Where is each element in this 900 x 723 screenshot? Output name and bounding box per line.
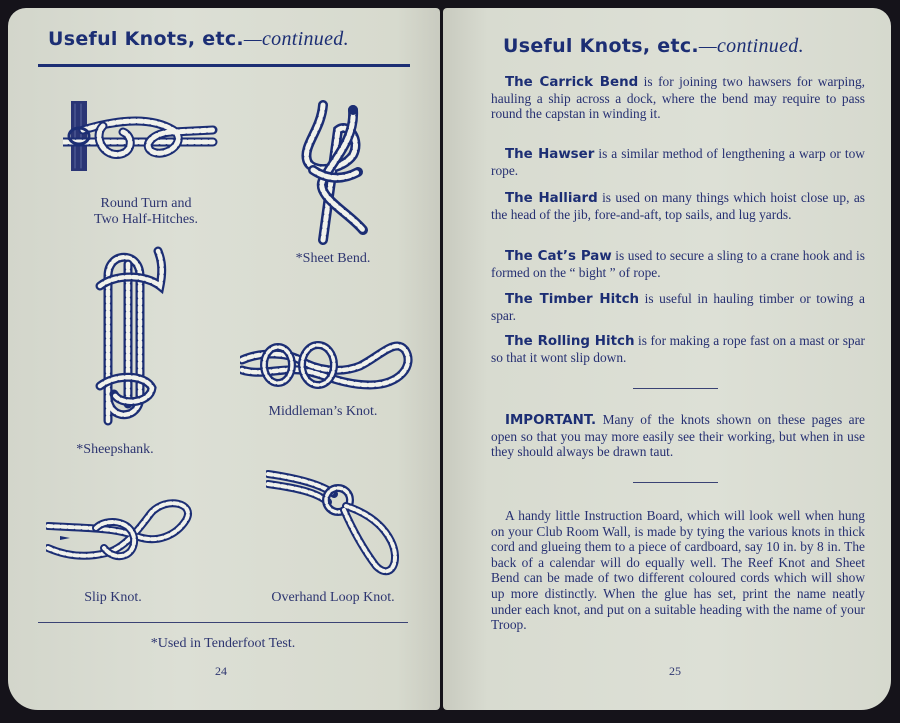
sheepshank-illustration: [90, 246, 170, 426]
heading-continued: —continued.: [698, 35, 804, 57]
caption-overhand-loop: Overhand Loop Knot.: [271, 590, 395, 605]
heading-text: Useful Knots, etc.: [48, 28, 244, 50]
caption-sheepshank: *Sheepshank.: [76, 442, 154, 457]
footnote: *Used in Tenderfoot Test.: [150, 636, 296, 651]
entry-carrick-bend: [491, 74, 865, 122]
middlemans-knot-illustration: [240, 330, 415, 395]
page-number-right: 25: [669, 664, 681, 678]
overhand-loop-illustration: [266, 466, 406, 586]
entry-text: is for joining two hawsers for warping, hauling a ship across a dock, where the bend may require to pass round the capstan in winding it.: [491, 74, 866, 122]
slip-knot-illustration: [46, 498, 201, 578]
entry-term: The Cat’s Paw: [505, 249, 612, 264]
page-heading-left: [48, 28, 349, 51]
page-heading-right: [503, 35, 804, 58]
divider: [633, 482, 718, 483]
instruction-board-paragraph: A handy little Instruction Board, which will look well when hung on your Club Room Wall, is made by tying the various knots in thick cord and glueing them to a piece of cardboard, say 10 in. by 8 in. The back of a calendar will do equally well. The Reef Knot and Sheet Bend can be made of two different coloured cords which will show up more distinctly. When the glue has set, print the name neatly under each knot, and put on a suitable heading with the name of your Troop.: [491, 508, 865, 633]
entry-text: is useful in hauling timber or towing a spar.: [491, 291, 865, 323]
important-note: [491, 412, 865, 460]
caption-slip-knot: Slip Knot.: [84, 590, 142, 605]
entry-term: The Carrick Bend: [505, 75, 639, 90]
entry-cats-paw: [491, 248, 865, 280]
right-page: [443, 8, 891, 710]
left-page: [8, 8, 440, 710]
round-turn-illustration: [63, 96, 223, 176]
entry-text: is for making a rope fast on a mast or spar so that it wont slip down.: [491, 333, 866, 365]
entry-term: The Halliard: [505, 191, 598, 206]
footnote-rule: [38, 622, 408, 623]
heading-rule: [38, 64, 410, 67]
entry-term: The Timber Hitch: [505, 292, 640, 307]
caption-line: Two Half-Hitches.: [94, 212, 198, 227]
heading-continued: —continued.: [243, 28, 349, 50]
entry-halliard: [491, 190, 865, 222]
caption-sheet-bend: *Sheet Bend.: [295, 251, 371, 266]
sheet-bend-illustration: [293, 100, 373, 250]
entry-term: The Rolling Hitch: [505, 334, 635, 349]
page-number-left: 24: [215, 664, 227, 678]
divider: [633, 388, 718, 389]
entry-rolling-hitch: [491, 333, 865, 365]
entry-term: The Hawser: [505, 147, 595, 162]
caption-round-turn: [66, 196, 226, 228]
caption-line: Round Turn and: [100, 196, 192, 211]
caption-middlemans-knot: Middleman’s Knot.: [268, 404, 378, 419]
important-label: IMPORTANT.: [505, 413, 597, 428]
entry-timber-hitch: [491, 291, 865, 323]
entry-hawser: [491, 146, 865, 178]
important-text: Many of the knots shown on these pages are open so that you may more easily see their working, but when in use they should always be drawn taut.: [491, 412, 865, 460]
entry-text: is used to secure a sling to a crane hook and is formed on the “ bight ” of rope.: [491, 248, 865, 280]
entry-text: is used on many things which hoist close up, as the head of the jib, fore-and-aft, top sails, and lug yards.: [491, 190, 865, 222]
entry-text: is a similar method of lengthening a warp or tow rope.: [491, 146, 865, 178]
heading-text: Useful Knots, etc.: [503, 35, 699, 57]
